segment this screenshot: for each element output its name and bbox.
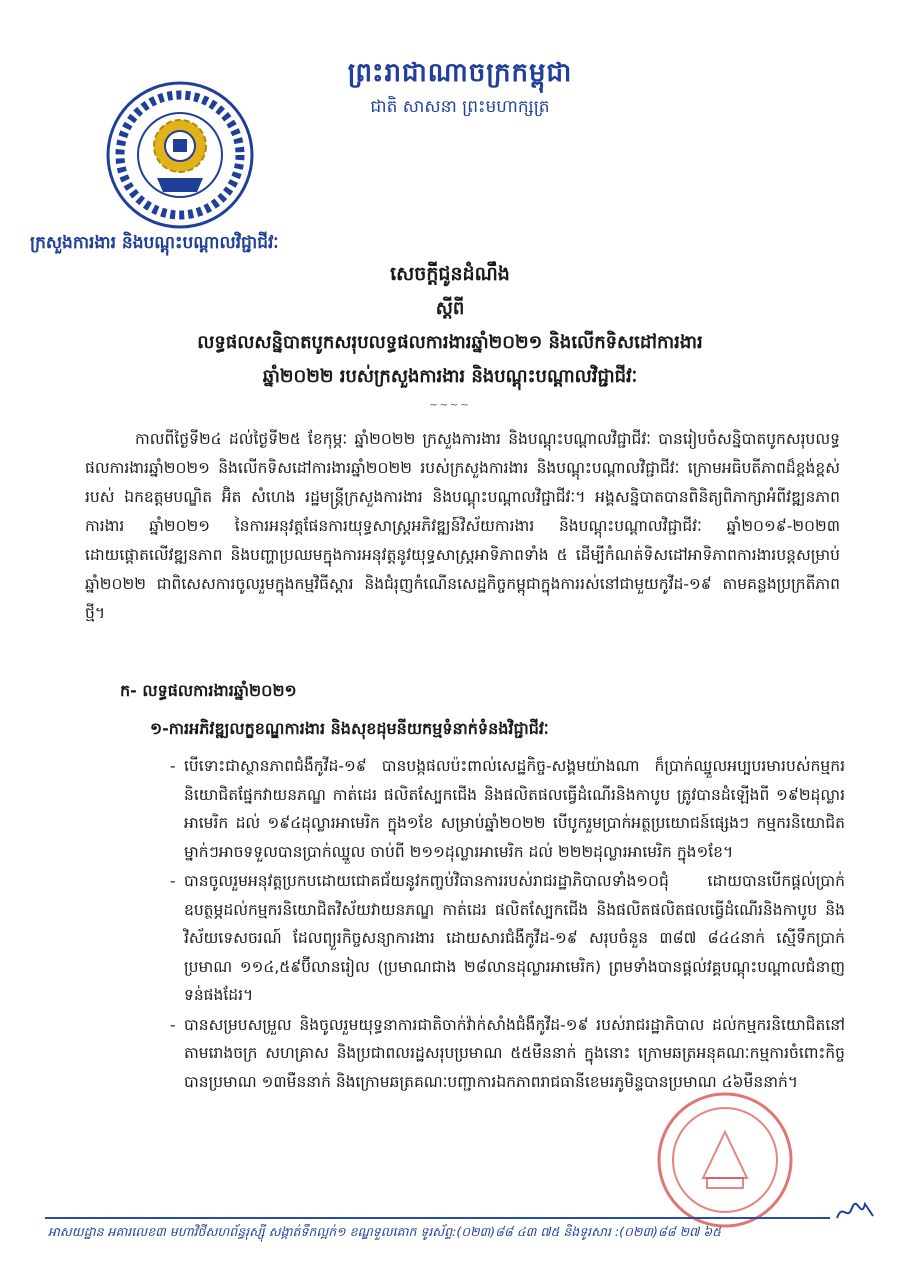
section-heading: ក- លទ្ធផលការងារឆ្នាំ២០២១ [120,681,297,700]
document-title-line1: លទ្ធផលសន្និបាតបូកសរុបលទ្ធផលការងារឆ្នាំ២០២១ និងលើកទិសដៅការងារ [197,332,703,353]
national-motto: ជាតិ សាសនា ព្រះមហាក្សត្រ [370,97,550,117]
document-about: ស្តីពី [435,298,465,319]
subsection-heading: ១-ការអភិវឌ្ឍលក្ខខណ្ឌការងារ និងសុខដុមនីយកម្មទំនាក់ទំនងវិជ្ជាជីវៈ [150,719,549,738]
list-item: - បានសម្របសម្រួល និងចូលរួមយុទ្ធនាការជាតិចាក់វ៉ាក់សាំងជំងឺកូវីដ-១៩ របស់រាជរដ្ឋាភិបាល ដល់កម្មករនិយោជិតនៅតាមរោងចក្រ សហគ្រាស និងប្រជាពលរដ្ឋសរុបប្រមាណ ៥៥មឺននាក់ ក្នុងនោះ ក្រោមឆត្រអនុគណៈកម្មការចំពោះកិច្ចបានប្រមាណ ១៣មឺននាក់ និងក្រោមឆត្រគណៈបញ្ជាការឯកភាពរាជធានីខេមរភូមិន្ទបានប្រមាណ ៤៦មឺននាក់។ [170,1015,845,1091]
results-list [170,752,845,1097]
intro-paragraph: កាលពីថ្ងៃទី២៤ ដល់ថ្ងៃទី២៥ ខែកុម្ភៈ ឆ្នាំ២០២២ ក្រសួងការងារ និងបណ្តុះបណ្តាលវិជ្ជាជីវៈ បានរៀបចំសន្និបាតបូកសរុបលទ្ធផលការងារឆ្នាំ២០២១ និងលើកទិសដៅការងារឆ្នាំ២០២២ របស់ក្រសួងការងារ និងបណ្តុះបណ្តាលវិជ្ជាជីវៈ ក្រោមអធិបតីភាពដ៏ខ្ពង់ខ្ពស់របស់ ឯកឧត្តមបណ្ឌិត អ៊ិត សំហេង រដ្ឋមន្ត្រីក្រសួងការងារ និងបណ្តុះបណ្តាលវិជ្ជាជីវៈ។ អង្គសន្និបាតបានពិនិត្យពិភាក្សាអំពីវឌ្ឍនភាពការងារ ឆ្នាំ២០២១ នៃការអនុវត្តផែនការយុទ្ធសាស្ត្រអភិវឌ្ឍន៍វិស័យការងារ និងបណ្តុះបណ្តាលវិជ្ជាជីវៈ ឆ្នាំ២០១៩-២០២៣ ដោយផ្តោតលើវឌ្ឍនភាព និងបញ្ហាប្រឈមក្នុងការអនុវត្តនូវយុទ្ធសាស្ត្រអាទិភាពទាំង ៥ ដើម្បីកំណត់ទិសដៅអាទិភាពការងារបន្តសម្រាប់ឆ្នាំ២០២២ ជាពិសេសការចូលរួមក្នុងកម្មវិធីស្តារ និងជំរុញកំណើនសេដ្ឋកិច្ចកម្ពុជាក្នុងការរស់នៅជាមួយកូវីដ-១៩ តាមគន្លងប្រក្រតីភាពថ្មី។ [85,430,840,622]
official-seal [655,1090,795,1230]
list-item-text: បានចូលរួមអនុវត្តប្រកបដោយជោគជ័យនូវកញ្ចប់វិធានការរបស់រាជរដ្ឋាភិបាលទាំង១០ជុំ ដោយបានបើកផ្តល់ប្រាក់ឧបត្ថម្ភដល់កម្មករនិយោជិតវិស័យវាយនភណ្ឌ កាត់ដេរ ផលិតស្បែកជើង និងផលិតផលិតផលធ្វើដំណើរនិងកាបូប និងវិស័យទេសចរណ៍ ដែលព្យួរកិច្ចសន្យាការងារ ដោយសារជំងឺកូវីដ-១៩ សរុបចំនួន ៣៨៧ ៨៤៤នាក់ ស្មើទឹកប្រាក់ប្រមាណ ១១៤,៥៩ប៊ីលានរៀល (ប្រមាណជាង ២៨លានដុល្លារអាមេរិក) ព្រមទាំងបានផ្តល់វគ្គបណ្តុះបណ្តាលជំនាញទន់ផងដែរ។ [184,872,845,1004]
document-title-line2: ឆ្នាំ២០២២ របស់ក្រសួងការងារ និងបណ្តុះបណ្តាលវិជ្ជាជីវៈ [262,366,638,387]
list-item-text: បើទោះជាស្ថានភាពជំងឺកូវីដ-១៩ បានបង្កផលប៉ះពាល់សេដ្ឋកិច្ច-សង្គមយ៉ាងណា ក៏ប្រាក់ឈ្នួលអប្បបរមារបស់កម្មករនិយោជិតផ្នែកវាយនភណ្ឌ កាត់ដេរ ផលិតស្បែកជើង និងផលិតផលធ្វើដំណើរនិងកាបូប ត្រូវបានដំឡើងពី ១៩២ដុល្លារអាមេរិក ដល់ ១៩៤ដុល្លារអាមេរិក ក្នុង១ខែ សម្រាប់ឆ្នាំ២០២២ បើបូករួមប្រាក់អត្ថប្រយោជន៍ផ្សេងៗ កម្មករនិយោជិតម្នាក់ៗអាចទទួលបានប្រាក់ឈ្នួល ចាប់ពី ២១១ដុល្លារអាមេរិក ដល់ ២២២ដុល្លារអាមេរិក ក្នុង១ខែ។ [184,757,845,861]
kingdom-title: ព្រះរាជាណាចក្រកម្ពុជា [347,58,573,88]
signature [835,1198,875,1224]
footer-address: អាសយដ្ឋាន អគារលេខ៣ មហាវិថីសហព័ន្ធរុស្ស៊ី សង្កាត់ទឹកល្អក់១ ខណ្ឌទួលគោក ទូរស័ព្ទ:(០២៣)៨៨ ៤៣ ៧៥ និងទូរសារ :(០២៣)៨៨ ២៧ ៦៥ [48,1224,721,1239]
footer-divider [45,1217,830,1219]
ministry-name: ក្រសួងការងារ និងបណ្តុះបណ្តាលវិជ្ជាជីវៈ [30,233,279,253]
list-item: - បានចូលរួមអនុវត្តប្រកបដោយជោគជ័យនូវកញ្ចប់វិធានការរបស់រាជរដ្ឋាភិបាលទាំង១០ជុំ ដោយបានបើកផ្តល់ប្រាក់ឧបត្ថម្ភដល់កម្មករនិយោជិតវិស័យវាយនភណ្ឌ កាត់ដេរ ផលិតស្បែកជើង និងផលិតផលិតផលធ្វើដំណើរនិងកាបូប និងវិស័យទេសចរណ៍ ដែលព្យួរកិច្ចសន្យាការងារ ដោយសារជំងឺកូវីដ-១៩ សរុបចំនួន ៣៨៧ ៨៤៤នាក់ ស្មើទឹកប្រាក់ប្រមាណ ១១៤,៥៩ប៊ីលានរៀល (ប្រមាណជាង ២៨លានដុល្លារអាមេរិក) ព្រមទាំងបានផ្តល់វគ្គបណ្តុះបណ្តាលជំនាញទន់ផងដែរ។ [170,872,845,1004]
list-item-text: បានសម្របសម្រួល និងចូលរួមយុទ្ធនាការជាតិចាក់វ៉ាក់សាំងជំងឺកូវីដ-១៩ របស់រាជរដ្ឋាភិបាល ដល់កម្មករនិយោជិតនៅតាមរោងចក្រ សហគ្រាស និងប្រជាពលរដ្ឋសរុបប្រមាណ ៥៥មឺននាក់ ក្នុងនោះ ក្រោមឆត្រអនុគណៈកម្មការចំពោះកិច្ចបានប្រមាណ ១៣មឺននាក់ និងក្រោមឆត្រគណៈបញ្ជាការឯកភាពរាជធានីខេមរភូមិន្ទបានប្រមាណ ៤៦មឺននាក់។ [184,1015,845,1091]
ministry-logo [105,80,255,230]
document-type: សេចក្តីជូនដំណឹង [390,263,510,285]
list-item: - បើទោះជាស្ថានភាពជំងឺកូវីដ-១៩ បានបង្កផលប៉ះពាល់សេដ្ឋកិច្ច-សង្គមយ៉ាងណា ក៏ប្រាក់ឈ្នួលអប្បបរមារបស់កម្មករនិយោជិតផ្នែកវាយនភណ្ឌ កាត់ដេរ ផលិតស្បែកជើង និងផលិតផលធ្វើដំណើរនិងកាបូប ត្រូវបានដំឡើងពី ១៩២ដុល្លារអាមេរិក ដល់ ១៩៤ដុល្លារអាមេរិក ក្នុង១ខែ សម្រាប់ឆ្នាំ២០២២ បើបូករួមប្រាក់អត្ថប្រយោជន៍ផ្សេងៗ កម្មករនិយោជិតម្នាក់ៗអាចទទួលបានប្រាក់ឈ្នួល ចាប់ពី ២១១ដុល្លារអាមេរិក ដល់ ២២២ដុល្លារអាមេរិក ក្នុង១ខែ។ [170,757,845,861]
title-ornament: ~~~~ [429,400,471,411]
